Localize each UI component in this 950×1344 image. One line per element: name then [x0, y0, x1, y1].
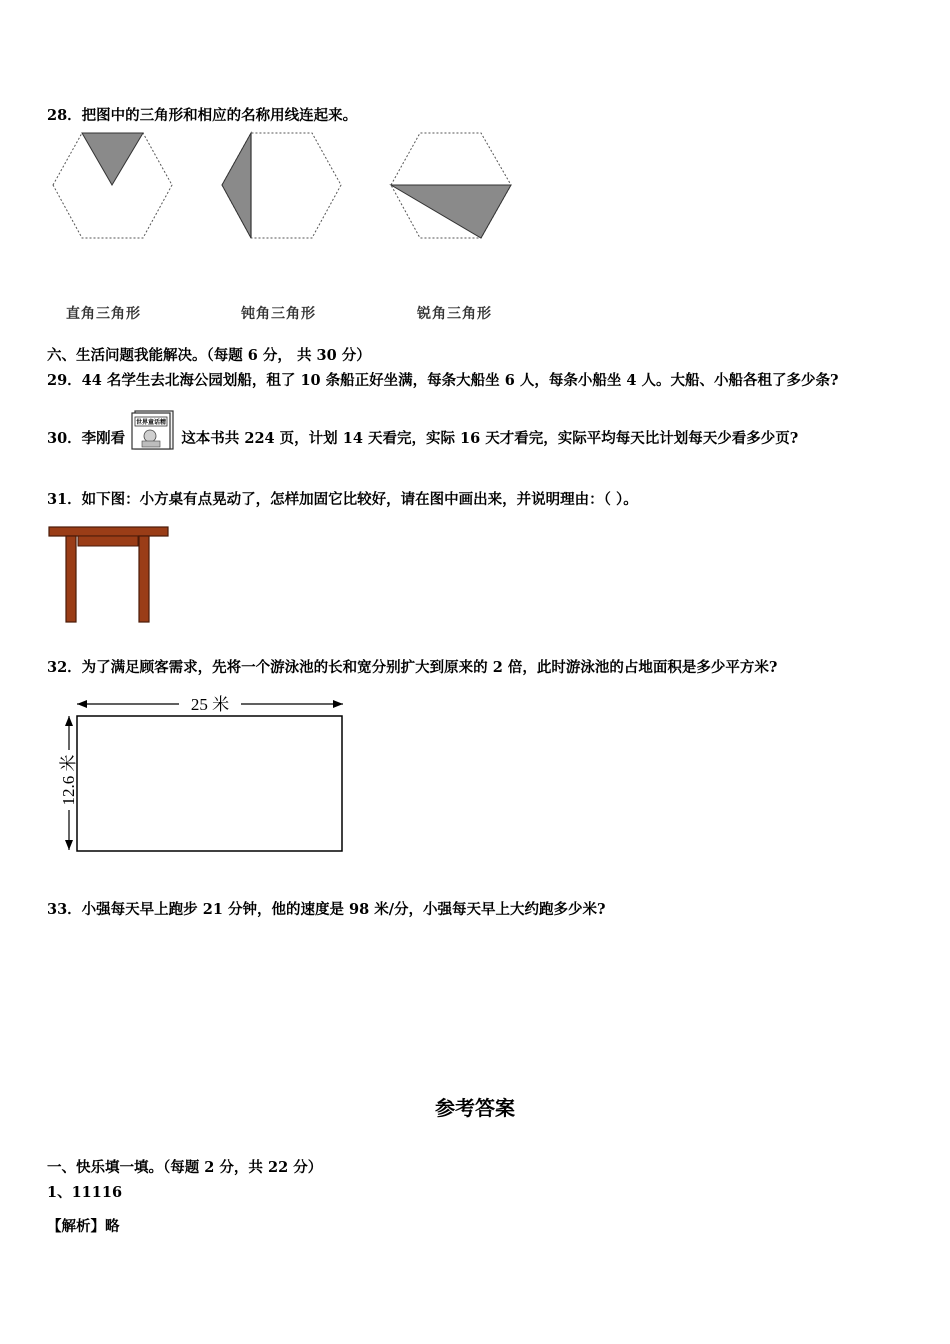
answers-heading: 参考答案: [435, 1096, 515, 1120]
q33-text: 33．小强每天早上跑步 21 分钟，他的速度是 98 米/分，小强每天早上大约跑多少米?: [47, 901, 606, 918]
label-acute-triangle: 锐角三角形: [417, 306, 492, 322]
label-obtuse-triangle: 钝角三角形: [241, 306, 316, 322]
hexagon-1: [53, 133, 172, 238]
q28-text: 28．把图中的三角形和相应的名称用线连起来。: [47, 107, 358, 124]
section-6-heading: 六、生活问题我能解决。（每题 6 分， 共 30 分）: [47, 347, 371, 364]
hexagon-figures: [45, 128, 525, 248]
book-icon: [130, 409, 176, 451]
table-figure: [48, 526, 170, 624]
q30-prefix: 30．李刚看: [47, 430, 126, 447]
pool-diagram: [55, 690, 355, 856]
q29-text: 29．44 名学生去北海公园划船，租了 10 条船正好坐满，每条大船坐 6 人，每条小船坐 4 人。大船、小船各租了多少条?: [47, 372, 839, 389]
label-right-triangle: 直角三角形: [66, 306, 141, 322]
q30-text: [47, 419, 799, 451]
q32-text: 32．为了满足顾客需求，先将一个游泳池的长和宽分别扩大到原来的 2 倍，此时游泳池的占地面积是多少平方米?: [47, 659, 778, 676]
answer-1: 1、11116: [47, 1184, 123, 1201]
book-title: 世界童话精: [136, 419, 167, 426]
hexagon-3: [391, 133, 511, 238]
answers-section-1: 一、快乐填一填。（每题 2 分，共 22 分）: [47, 1159, 323, 1176]
answer-1-analysis: 【解析】略: [47, 1218, 120, 1235]
pool-width-label: 12.6 米: [59, 754, 78, 806]
hexagon-2: [222, 133, 341, 238]
pool-length-label: 25 米: [190, 695, 230, 714]
q31-text: 31．如下图：小方桌有点晃动了，怎样加固它比较好，请在图中画出来，并说明理由：（ ）。: [47, 491, 638, 508]
q30-suffix: 这本书共 224 页，计划 14 天看完，实际 16 天才看完，实际平均每天比计划每天少看多少页?: [181, 430, 799, 447]
